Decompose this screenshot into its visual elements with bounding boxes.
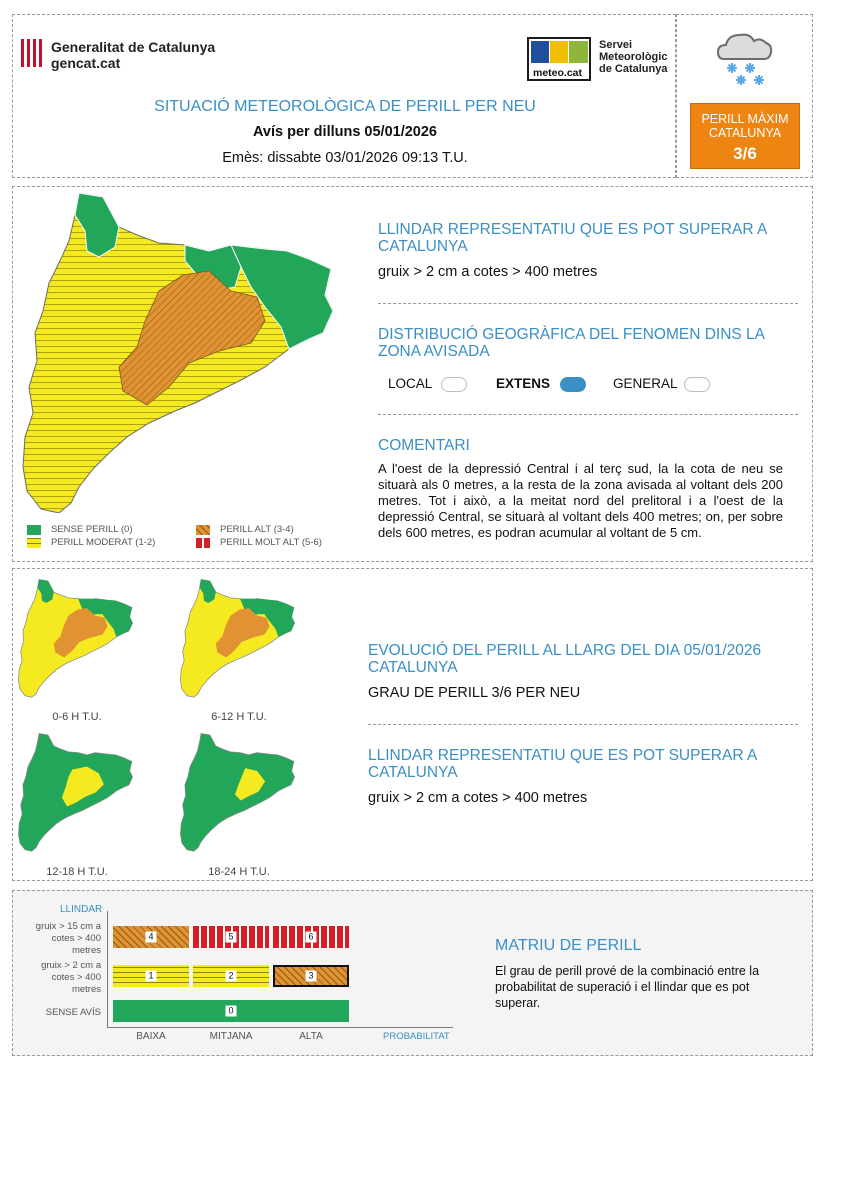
servei-name: Servei Meteorològic de Catalunya	[599, 39, 668, 75]
matrix-cell-5: 5	[193, 926, 269, 948]
map-0-6	[17, 571, 137, 705]
legend-swatch-green	[27, 525, 41, 535]
matrix-cell-4: 4	[113, 926, 189, 948]
sun-icon	[550, 41, 568, 63]
matrix-prob-label: PROBABILITAT	[383, 1031, 450, 1042]
divider	[378, 414, 798, 415]
matrix-row-label: SENSE AVÍS	[45, 1007, 101, 1018]
matrix-col-label: ALTA	[299, 1031, 323, 1042]
danger-panel	[676, 14, 813, 178]
llindar2-text: gruix > 2 cm a cotes > 400 metres	[368, 790, 588, 806]
matrix-cell-0: 0	[113, 1000, 349, 1022]
snow-cloud-icon	[714, 25, 776, 87]
emes-date: Emès: dissabte 03/01/2026 09:13 T.U.	[222, 150, 468, 166]
distrib-extens-toggle[interactable]	[560, 377, 586, 392]
danger-badge: PERILL MÀXIM CATALUNYA 3/6	[690, 103, 800, 169]
legend-label: PERILL MOLT ALT (5-6)	[220, 537, 322, 548]
avis-date: Avís per dilluns 05/01/2026	[252, 124, 438, 140]
distrib-local-toggle[interactable]	[441, 377, 467, 392]
matrix-cell-6: 6	[273, 926, 349, 948]
matrix-cell-1: 1	[113, 965, 189, 987]
matrix-row-label: gruix > 15 cm a cotes > 400 metres	[35, 921, 101, 956]
matrix-cell-3-selected: 3	[273, 965, 349, 987]
gencat-logo-icon	[19, 37, 45, 69]
main-forecast-panel	[12, 186, 813, 562]
matrix-x-axis	[107, 1027, 453, 1028]
matrix-cell-2: 2	[193, 965, 269, 987]
distrib-local-label: LOCAL	[388, 376, 433, 391]
map-label: 0-6 H T.U.	[52, 711, 102, 723]
page-title: SITUACIÓ METEOROLÒGICA DE PERILL PER NEU	[154, 98, 536, 115]
legend-swatch-orange	[196, 525, 210, 535]
matrix-col-label: BAIXA	[136, 1031, 166, 1042]
divider	[378, 303, 798, 304]
comentari-title: COMENTARI	[378, 437, 470, 454]
llindar-text: gruix > 2 cm a cotes > 400 metres	[378, 264, 598, 280]
map-label: 12-18 H T.U.	[46, 866, 108, 878]
map-12-18	[17, 725, 137, 859]
legend-swatch-red	[196, 538, 210, 548]
matrix-llindar-label: LLINDAR	[60, 904, 103, 915]
catalonia-danger-map	[19, 191, 345, 513]
llindar2-title: LLINDAR REPRESENTATIU QUE ES POT SUPERAR A CATALUNYA	[368, 747, 757, 781]
legend-label: SENSE PERILL (0)	[51, 524, 133, 535]
divider	[368, 724, 798, 725]
gencat-url: gencat.cat	[51, 55, 121, 71]
map-label: 18-24 H T.U.	[208, 866, 270, 878]
evolution-panel	[12, 568, 813, 881]
distrib-title: DISTRIBUCIÓ GEOGRÀFICA DEL FENOMEN DINS LA ZONA AVISADA	[378, 326, 765, 360]
meteocat-logo: meteo.cat	[527, 37, 591, 81]
comentari-text: A l'oest de la depressió Central i al terç sud, la la cota de neu se situarà als 0 metres, a la resta de la zona avisada al voltant dels 200 metres. Tot i això, a la meitat nord del prelitoral i a l'oest de la depressió Central, se situarà al voltant dels 400 metres; on, per sobre dels 600 metres, es podran acumular al voltant de 5 cm.	[378, 461, 783, 540]
header-panel	[12, 14, 676, 178]
legend-swatch-yellow	[27, 538, 41, 548]
matrix-text: El grau de perill prové de la combinació entre la probabilitat de superació i el llindar que es pot superar.	[495, 964, 760, 1010]
evolution-text: GRAU DE PERILL 3/6 PER NEU	[368, 685, 581, 701]
distrib-general-toggle[interactable]	[684, 377, 710, 392]
legend-label: PERILL MODERAT (1-2)	[51, 537, 156, 548]
distrib-extens-label: EXTENS	[496, 376, 551, 391]
map-6-12	[179, 571, 299, 705]
matrix-title: MATRIU DE PERILL	[495, 937, 642, 954]
matrix-col-label: MITJANA	[209, 1031, 253, 1042]
evolution-title: EVOLUCIÓ DEL PERILL AL LLARG DEL DIA 05/01/2026 CATALUNYA	[368, 642, 762, 676]
matrix-y-axis	[107, 911, 108, 1027]
llindar-title: LLINDAR REPRESENTATIU QUE ES POT SUPERAR A CATALUNYA	[378, 221, 767, 255]
map-18-24	[179, 725, 299, 859]
legend-label: PERILL ALT (3-4)	[220, 524, 294, 535]
map-label: 6-12 H T.U.	[211, 711, 267, 723]
matrix-row-label: gruix > 2 cm a cotes > 400 metres	[41, 960, 101, 995]
distrib-general-label: GENERAL	[613, 376, 678, 391]
matrix-panel	[12, 890, 813, 1056]
gencat-name: Generalitat de Catalunya	[51, 39, 216, 55]
